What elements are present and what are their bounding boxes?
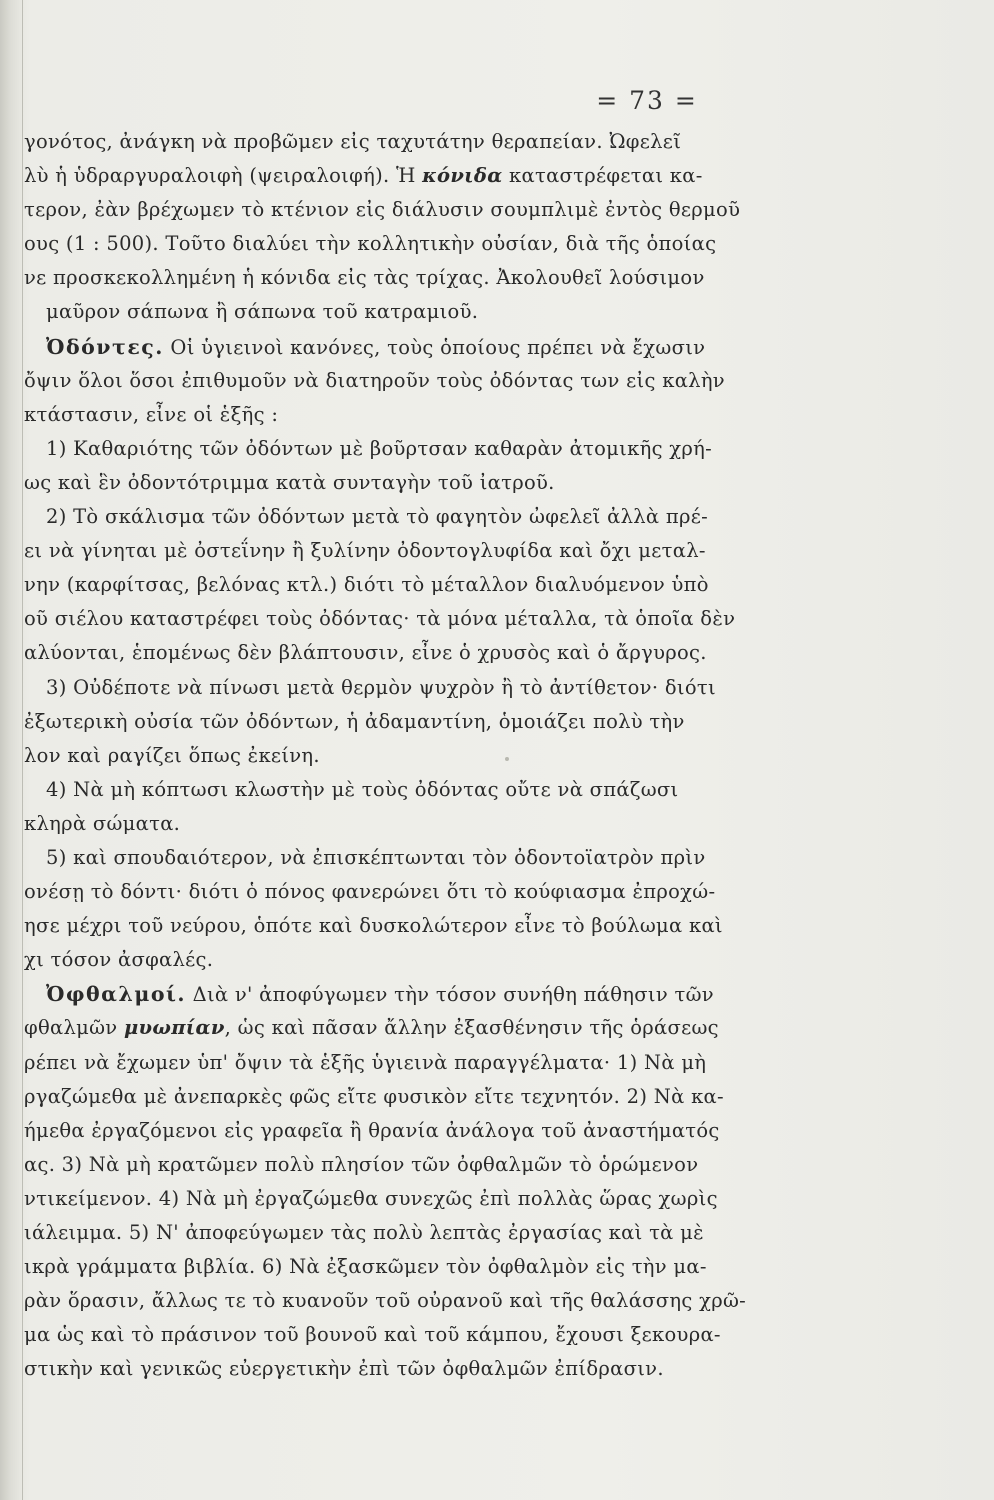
- list-item: 4) Νὰ μὴ κόπτωσι κλωστὴν μὲ τοὺς ὀδόντας οὔτε νὰ σπάζωσι: [46, 777, 679, 801]
- text-line: γονότος, ἀνάγκη νὰ προβῶμεν εἰς ταχυτάτην θεραπείαν. Ὠφελεῖ: [24, 130, 682, 153]
- text-line: φθαλμῶν μυωπίαν, ὡς καὶ πᾶσαν ἄλλην ἐξασθένησιν τῆς ὁράσεως: [24, 1016, 719, 1040]
- list-item: 1) Καθαριότης τῶν ὀδόντων μὲ βοῦρτσαν καθαρὰν ἀτομικῆς χρή-: [46, 436, 713, 460]
- text-line: ει νὰ γίνηται μὲ ὀστεΐνην ἢ ξυλίνην ὀδοντογλυφίδα καὶ ὄχι μεταλ-: [24, 539, 706, 563]
- binding-edge: [0, 0, 23, 1500]
- text-line: τερον, ἐὰν βρέχωμεν τὸ κτένιον εἰς διάλυσιν σουμπλιμὲ ἐντὸς θερμοῦ: [24, 198, 741, 222]
- text-line: λον καὶ ραγίζει ὅπως ἐκείνη.: [24, 743, 320, 767]
- text-line: ρὰν ὅρασιν, ἄλλως τε τὸ κυανοῦν τοῦ οὐρανοῦ καὶ τῆς θαλάσσης χρῶ-: [24, 1289, 747, 1313]
- list-item: 5) καὶ σπουδαιότερον, νὰ ἐπισκέπτωνται τὸν ὀδοντοϊατρὸν πρὶν: [46, 845, 706, 869]
- text-line: χι τόσον ἀσφαλές.: [24, 948, 214, 972]
- emphasized-term: Ὀφθαλμοί.: [46, 982, 187, 1007]
- text-line: ργαζώμεθα μὲ ἀνεπαρκὲς φῶς εἴτε φυσικὸν εἴτε τεχνητόν. 2) Νὰ κα-: [24, 1084, 724, 1108]
- body-text: [24, 125, 854, 1386]
- text-line: αλύονται, ἑπομένως δὲν βλάπτουσιν, εἶνε ὁ χρυσὸς καὶ ὁ ἄργυρος.: [24, 641, 707, 665]
- list-item: 2) Τὸ σκάλισμα τῶν ὀδόντων μετὰ τὸ φαγητὸν ὠφελεῖ ἀλλὰ πρέ-: [46, 505, 709, 529]
- text-line: ησε μέχρι τοῦ νεύρου, ὁπότε καὶ δυσκολώτερον εἶνε τὸ βούλωμα καὶ: [24, 914, 723, 938]
- text-line: νε προσκεκολλημένη ἡ κόνιδα εἰς τὰς τρίχας. Ἀκολουθεῖ λούσιμον: [24, 266, 705, 290]
- emphasized-term: Ὀδόντες.: [46, 334, 164, 359]
- page-header: [0, 86, 994, 115]
- section-heading-teeth: Ὀδόντες. Οἱ ὑγιεινοὶ κανόνες, τοὺς ὁποίους πρέπει νὰ ἔχωσιν: [46, 334, 706, 359]
- emphasized-term: κόνιδα: [422, 164, 503, 188]
- text-line: ρέπει νὰ ἔχωμεν ὑπ' ὄψιν τὰ ἑξῆς ὑγιεινὰ παραγγέλματα· 1) Νὰ μὴ: [24, 1050, 707, 1074]
- page-number: = 73 =: [596, 86, 698, 115]
- text-line: στικὴν καὶ γενικῶς εὐεργετικὴν ἐπὶ τῶν ὀφθαλμῶν ἐπίδρασιν.: [24, 1357, 664, 1381]
- text-line: ντικείμενον. 4) Νὰ μὴ ἐργαζώμεθα συνεχῶς ἐπὶ πολλὰς ὥρας χωρὶς: [24, 1186, 718, 1210]
- text-line: ονέσῃ τὸ δόντι· διότι ὁ πόνος φανερώνει ὅτι τὸ κούφιασμα ἐπροχώ-: [24, 880, 716, 904]
- text-line: ήμεθα ἐργαζόμενοι εἰς γραφεῖα ἢ θρανία ἀνάλογα τοῦ ἀναστήματός: [24, 1118, 720, 1142]
- text-line: ας. 3) Νὰ μὴ κρατῶμεν πολὺ πλησίον τῶν ὀφθαλμῶν τὸ ὁρώμενον: [24, 1152, 699, 1176]
- text-line: λὺ ἡ ὑδραργυραλοιφὴ (ψειραλοιφή). Ἡ κόνιδα καταστρέφεται κα-: [24, 164, 703, 188]
- emphasized-term: μυωπίαν: [123, 1016, 225, 1040]
- text-line: κληρὰ σώματα.: [24, 811, 181, 835]
- text-line: μα ὡς καὶ τὸ πράσινον τοῦ βουνοῦ καὶ τοῦ κάμπου, ἔχουσι ξεκουρα-: [24, 1323, 721, 1347]
- text-line: μαῦρον σάπωνα ἢ σάπωνα τοῦ κατραμιοῦ.: [46, 300, 479, 324]
- paper-spot: [505, 757, 509, 761]
- section-heading-eyes: Ὀφθαλμοί. Διὰ ν' ἀποφύγωμεν τὴν τόσον συνήθη πάθησιν τῶν: [46, 982, 714, 1007]
- text-line: οῦ σιέλου καταστρέφει τοὺς ὀδόντας· τὰ μόνα μέταλλα, τὰ ὁποῖα δὲν: [24, 607, 736, 631]
- text-line: ικρὰ γράμματα βιβλία. 6) Νὰ ἐξασκῶμεν τὸν ὀφθαλμὸν εἰς τὴν μα-: [24, 1255, 707, 1279]
- text-line: κτάστασιν, εἶνε οἱ ἑξῆς :: [24, 402, 279, 426]
- text-line: ὄψιν ὅλοι ὅσοι ἐπιθυμοῦν νὰ διατηροῦν τοὺς ὀδόντας των εἰς καλὴν: [24, 368, 725, 392]
- text-line: νην (καρφίτσας, βελόνας κτλ.) διότι τὸ μέταλλον διαλυόμενον ὑπὸ: [24, 573, 709, 597]
- text-line: ους (1 : 500). Τοῦτο διαλύει τὴν κολλητικὴν οὐσίαν, διὰ τῆς ὁποίας: [24, 232, 717, 256]
- text-line: ως καὶ ἓν ὀδοντότριμμα κατὰ συνταγὴν τοῦ ἰατροῦ.: [24, 470, 555, 494]
- text-line: ιάλειμμα. 5) Ν' ἀποφεύγωμεν τὰς πολὺ λεπτὰς ἐργασίας καὶ τὰ μὲ: [24, 1221, 704, 1244]
- text-line: ἐξωτερικὴ οὐσία τῶν ὀδόντων, ἡ ἀδαμαντίνη, ὁμοιάζει πολὺ τὴν: [24, 709, 685, 733]
- list-item: 3) Οὐδέποτε νὰ πίνωσι μετὰ θερμὸν ψυχρὸν ἢ τὸ ἀντίθετον· διότι: [46, 675, 716, 699]
